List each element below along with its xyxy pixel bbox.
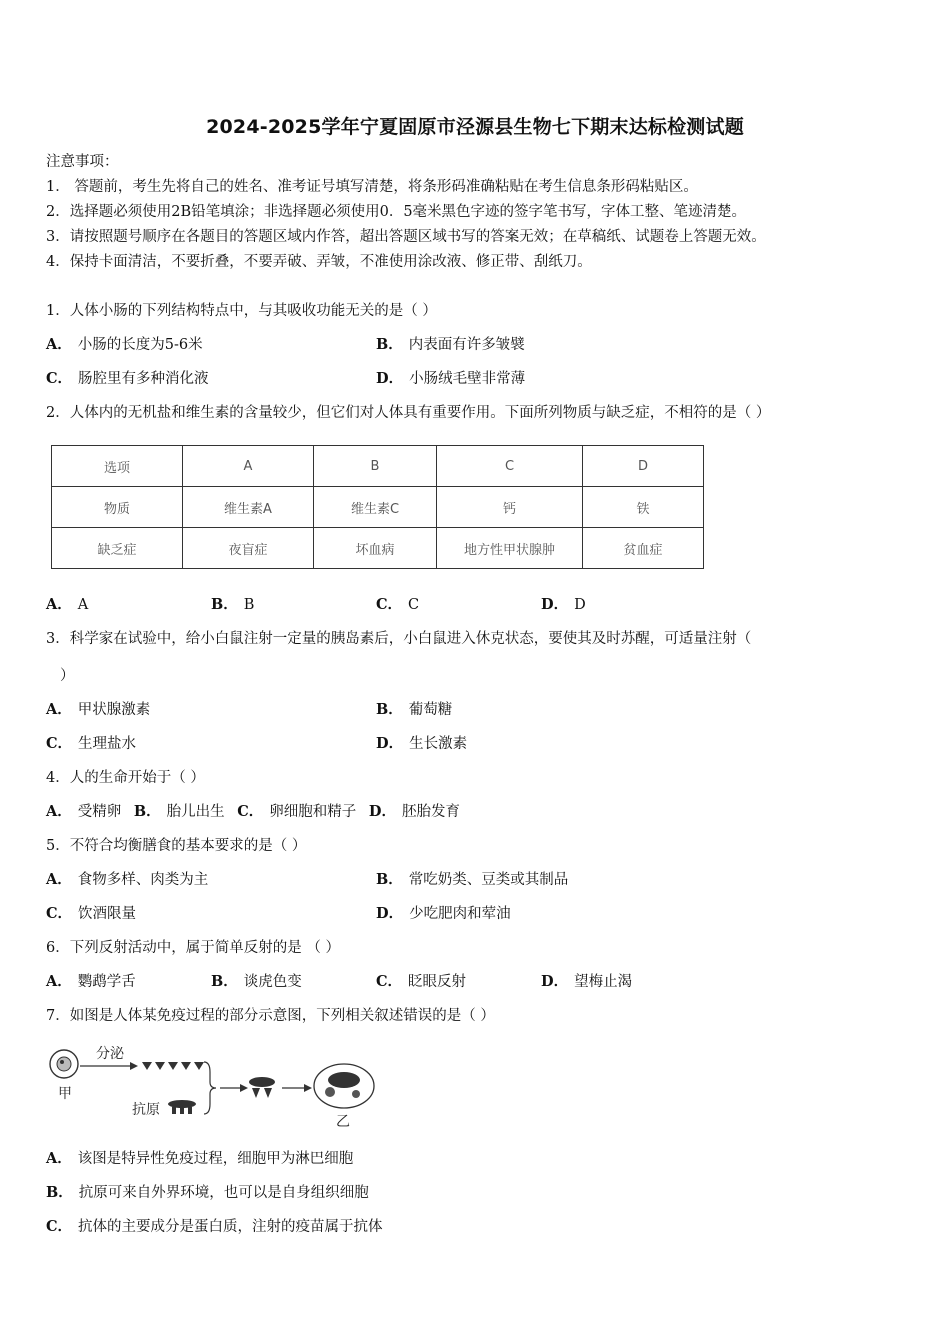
option-key: B．	[46, 1184, 73, 1201]
table-cell: 选项	[52, 446, 183, 487]
option-key: B．	[376, 336, 403, 353]
notice-item-4: 4．保持卡面清洁，不要折叠，不要弄破、弄皱，不准使用涂改液、修正带、刮纸刀。	[46, 254, 592, 270]
option-key: D．	[376, 735, 404, 752]
arrow-icon	[220, 1084, 248, 1092]
option-key: A．	[46, 973, 72, 990]
q6-option-d[interactable]	[541, 972, 632, 992]
option-text: 胚胎发育	[401, 804, 460, 820]
q2-option-b[interactable]	[211, 595, 254, 615]
brace-icon	[204, 1062, 216, 1114]
q3-stem-cont: ）	[60, 668, 75, 684]
option-key: C．	[376, 596, 403, 613]
q2-table	[51, 445, 704, 569]
q3-option-d[interactable]	[376, 734, 467, 754]
option-text: 甲状腺激素	[77, 702, 151, 718]
q5-option-a[interactable]	[46, 870, 208, 890]
option-key: D．	[376, 370, 404, 387]
table-cell: 贫血症	[583, 528, 704, 569]
lymphocyte-cell-icon	[50, 1050, 78, 1078]
q7-option-b[interactable]	[46, 1183, 369, 1203]
table-row	[52, 487, 704, 528]
immune-process-diagram	[44, 1040, 380, 1130]
table-cell: 维生素A	[183, 487, 314, 528]
q7-option-c[interactable]	[46, 1217, 383, 1237]
q1-option-a[interactable]	[46, 335, 203, 355]
q1-stem: 1．人体小肠的下列结构特点中，与其吸收功能无关的是（ ）	[46, 303, 437, 319]
table-cell: 地方性甲状腺肿	[437, 528, 583, 569]
secrete-arrow-icon	[80, 1062, 138, 1070]
option-text: 胎儿出生	[166, 804, 225, 820]
q6-option-b[interactable]	[211, 972, 302, 992]
option-text: 抗体的主要成分是蛋白质，注射的疫苗属于抗体	[78, 1219, 383, 1235]
notice-item-1: 1． 答题前，考生先将自己的姓名、准考证号填写清楚，将条形码准确粘贴在考生信息条形码粘贴区。	[46, 179, 698, 195]
option-key: A．	[46, 596, 72, 613]
option-key: D．	[368, 803, 396, 820]
q3-option-a[interactable]	[46, 700, 150, 720]
q4-option-c[interactable]	[237, 804, 356, 820]
table-cell: D	[583, 446, 704, 487]
option-key: D．	[376, 905, 404, 922]
q5-option-c[interactable]	[46, 904, 136, 924]
q1-option-d[interactable]	[376, 369, 525, 389]
option-text: 饮酒限量	[78, 906, 137, 922]
table-row	[52, 446, 704, 487]
cell-label-jia: 甲	[58, 1086, 72, 1102]
q5-option-d[interactable]	[376, 904, 511, 924]
option-key: C．	[46, 370, 73, 387]
option-text: 小肠绒毛壁非常薄	[409, 371, 526, 387]
option-text: 望梅止渴	[574, 974, 633, 990]
option-text: 该图是特异性免疫过程，细胞甲为淋巴细胞	[77, 1151, 354, 1167]
antigen-icon	[168, 1100, 196, 1114]
option-text: C	[408, 597, 420, 613]
table-cell: C	[437, 446, 583, 487]
q4-option-b[interactable]	[134, 804, 225, 820]
q2-option-c[interactable]	[376, 595, 419, 615]
option-text: 卵细胞和精子	[269, 804, 357, 820]
option-key: C．	[376, 973, 403, 990]
option-key: A．	[46, 1150, 72, 1167]
option-key: A．	[46, 336, 72, 353]
q3-option-c[interactable]	[46, 734, 136, 754]
q5-option-b[interactable]	[376, 870, 568, 890]
option-text: 葡萄糖	[408, 702, 453, 718]
antibody-icon	[142, 1062, 204, 1070]
option-text: 常吃奶类、豆类或其制品	[408, 872, 569, 888]
option-text: D	[574, 597, 586, 613]
option-text: A	[77, 597, 89, 613]
q3-option-b[interactable]	[376, 700, 452, 720]
q7-option-a[interactable]	[46, 1149, 353, 1169]
option-text: 少吃肥肉和荤油	[409, 906, 511, 922]
notice-heading: 注意事项：	[46, 154, 119, 170]
option-text: B	[243, 597, 255, 613]
option-text: 鹦鹉学舌	[77, 974, 136, 990]
page-title: 2024-2025学年宁夏固原市泾源县生物七下期末达标检测试题	[206, 116, 744, 138]
q3-stem: 3．科学家在试验中，给小白鼠注射一定量的胰岛素后，小白鼠进入休克状态，要使其及时苏醒，可适量注射（	[46, 631, 752, 647]
antigen-antibody-complex-icon	[249, 1077, 275, 1098]
option-key: C．	[46, 905, 73, 922]
table-cell: 钙	[437, 487, 583, 528]
option-key: B．	[133, 803, 161, 820]
option-key: C．	[237, 803, 264, 820]
phagocyte-cell-icon	[314, 1064, 374, 1108]
arrow-icon	[282, 1084, 312, 1092]
q2-stem: 2．人体内的无机盐和维生素的含量较少，但它们对人体具有重要作用。下面所列物质与缺乏症，不相符的是（ ）	[46, 405, 771, 421]
table-cell: 物质	[52, 487, 183, 528]
q7-stem: 7．如图是人体某免疫过程的部分示意图，下列相关叙述错误的是（ ）	[46, 1008, 495, 1024]
option-text: 生理盐水	[78, 736, 137, 752]
option-key: D．	[541, 973, 569, 990]
q6-option-a[interactable]	[46, 972, 136, 992]
option-text: 小肠的长度为5-6米	[77, 337, 203, 353]
option-key: C．	[46, 735, 73, 752]
table-cell: 维生素C	[314, 487, 437, 528]
secrete-label: 分泌	[96, 1046, 124, 1062]
table-cell: B	[314, 446, 437, 487]
option-text: 谈虎色变	[243, 974, 302, 990]
q6-stem: 6．下列反射活动中，属于简单反射的是 （ ）	[46, 940, 340, 956]
table-row	[52, 528, 704, 569]
q6-option-c[interactable]	[376, 972, 466, 992]
antigen-label: 抗原	[132, 1102, 160, 1118]
notice-item-2: 2．选择题必须使用2B铅笔填涂；非选择题必须使用0．5毫米黑色字迹的签字笔书写，字体工整、笔迹清楚。	[46, 204, 747, 220]
table-cell: A	[183, 446, 314, 487]
option-text: 生长激素	[409, 736, 468, 752]
option-key: D．	[541, 596, 569, 613]
option-key: B．	[376, 701, 403, 718]
q2-option-a[interactable]	[46, 595, 88, 615]
q4-stem: 4．人的生命开始于（ ）	[46, 770, 205, 786]
cell-label-yi: 乙	[336, 1114, 350, 1130]
q1-option-b[interactable]	[376, 335, 525, 355]
q1-option-c[interactable]	[46, 369, 209, 389]
option-key: B．	[211, 973, 238, 990]
table-cell: 缺乏症	[52, 528, 183, 569]
option-text: 眨眼反射	[408, 974, 467, 990]
option-key: C．	[46, 1218, 73, 1235]
q4-option-d[interactable]	[369, 804, 460, 820]
option-key: A．	[46, 701, 72, 718]
notice-item-3: 3．请按照题号顺序在各题目的答题区域内作答，超出答题区域书写的答案无效；在草稿纸、试题卷上答题无效。	[46, 229, 766, 245]
option-text: 食物多样、肉类为主	[77, 872, 209, 888]
option-text: 肠腔里有多种消化液	[78, 371, 209, 387]
q2-option-d[interactable]	[541, 595, 586, 615]
option-key: B．	[211, 596, 238, 613]
q4-option-a[interactable]	[46, 804, 121, 820]
table-cell: 坏血病	[314, 528, 437, 569]
option-key: A．	[46, 803, 72, 820]
option-text: 内表面有许多皱襞	[408, 337, 525, 353]
table-cell: 夜盲症	[183, 528, 314, 569]
option-text: 受精卵	[77, 804, 122, 820]
table-cell: 铁	[583, 487, 704, 528]
option-key: B．	[376, 871, 403, 888]
q4-options-row	[46, 802, 460, 822]
q5-stem: 5．不符合均衡膳食的基本要求的是（ ）	[46, 838, 307, 854]
option-text: 抗原可来自外界环境，也可以是自身组织细胞	[78, 1185, 369, 1201]
option-key: A．	[46, 871, 72, 888]
